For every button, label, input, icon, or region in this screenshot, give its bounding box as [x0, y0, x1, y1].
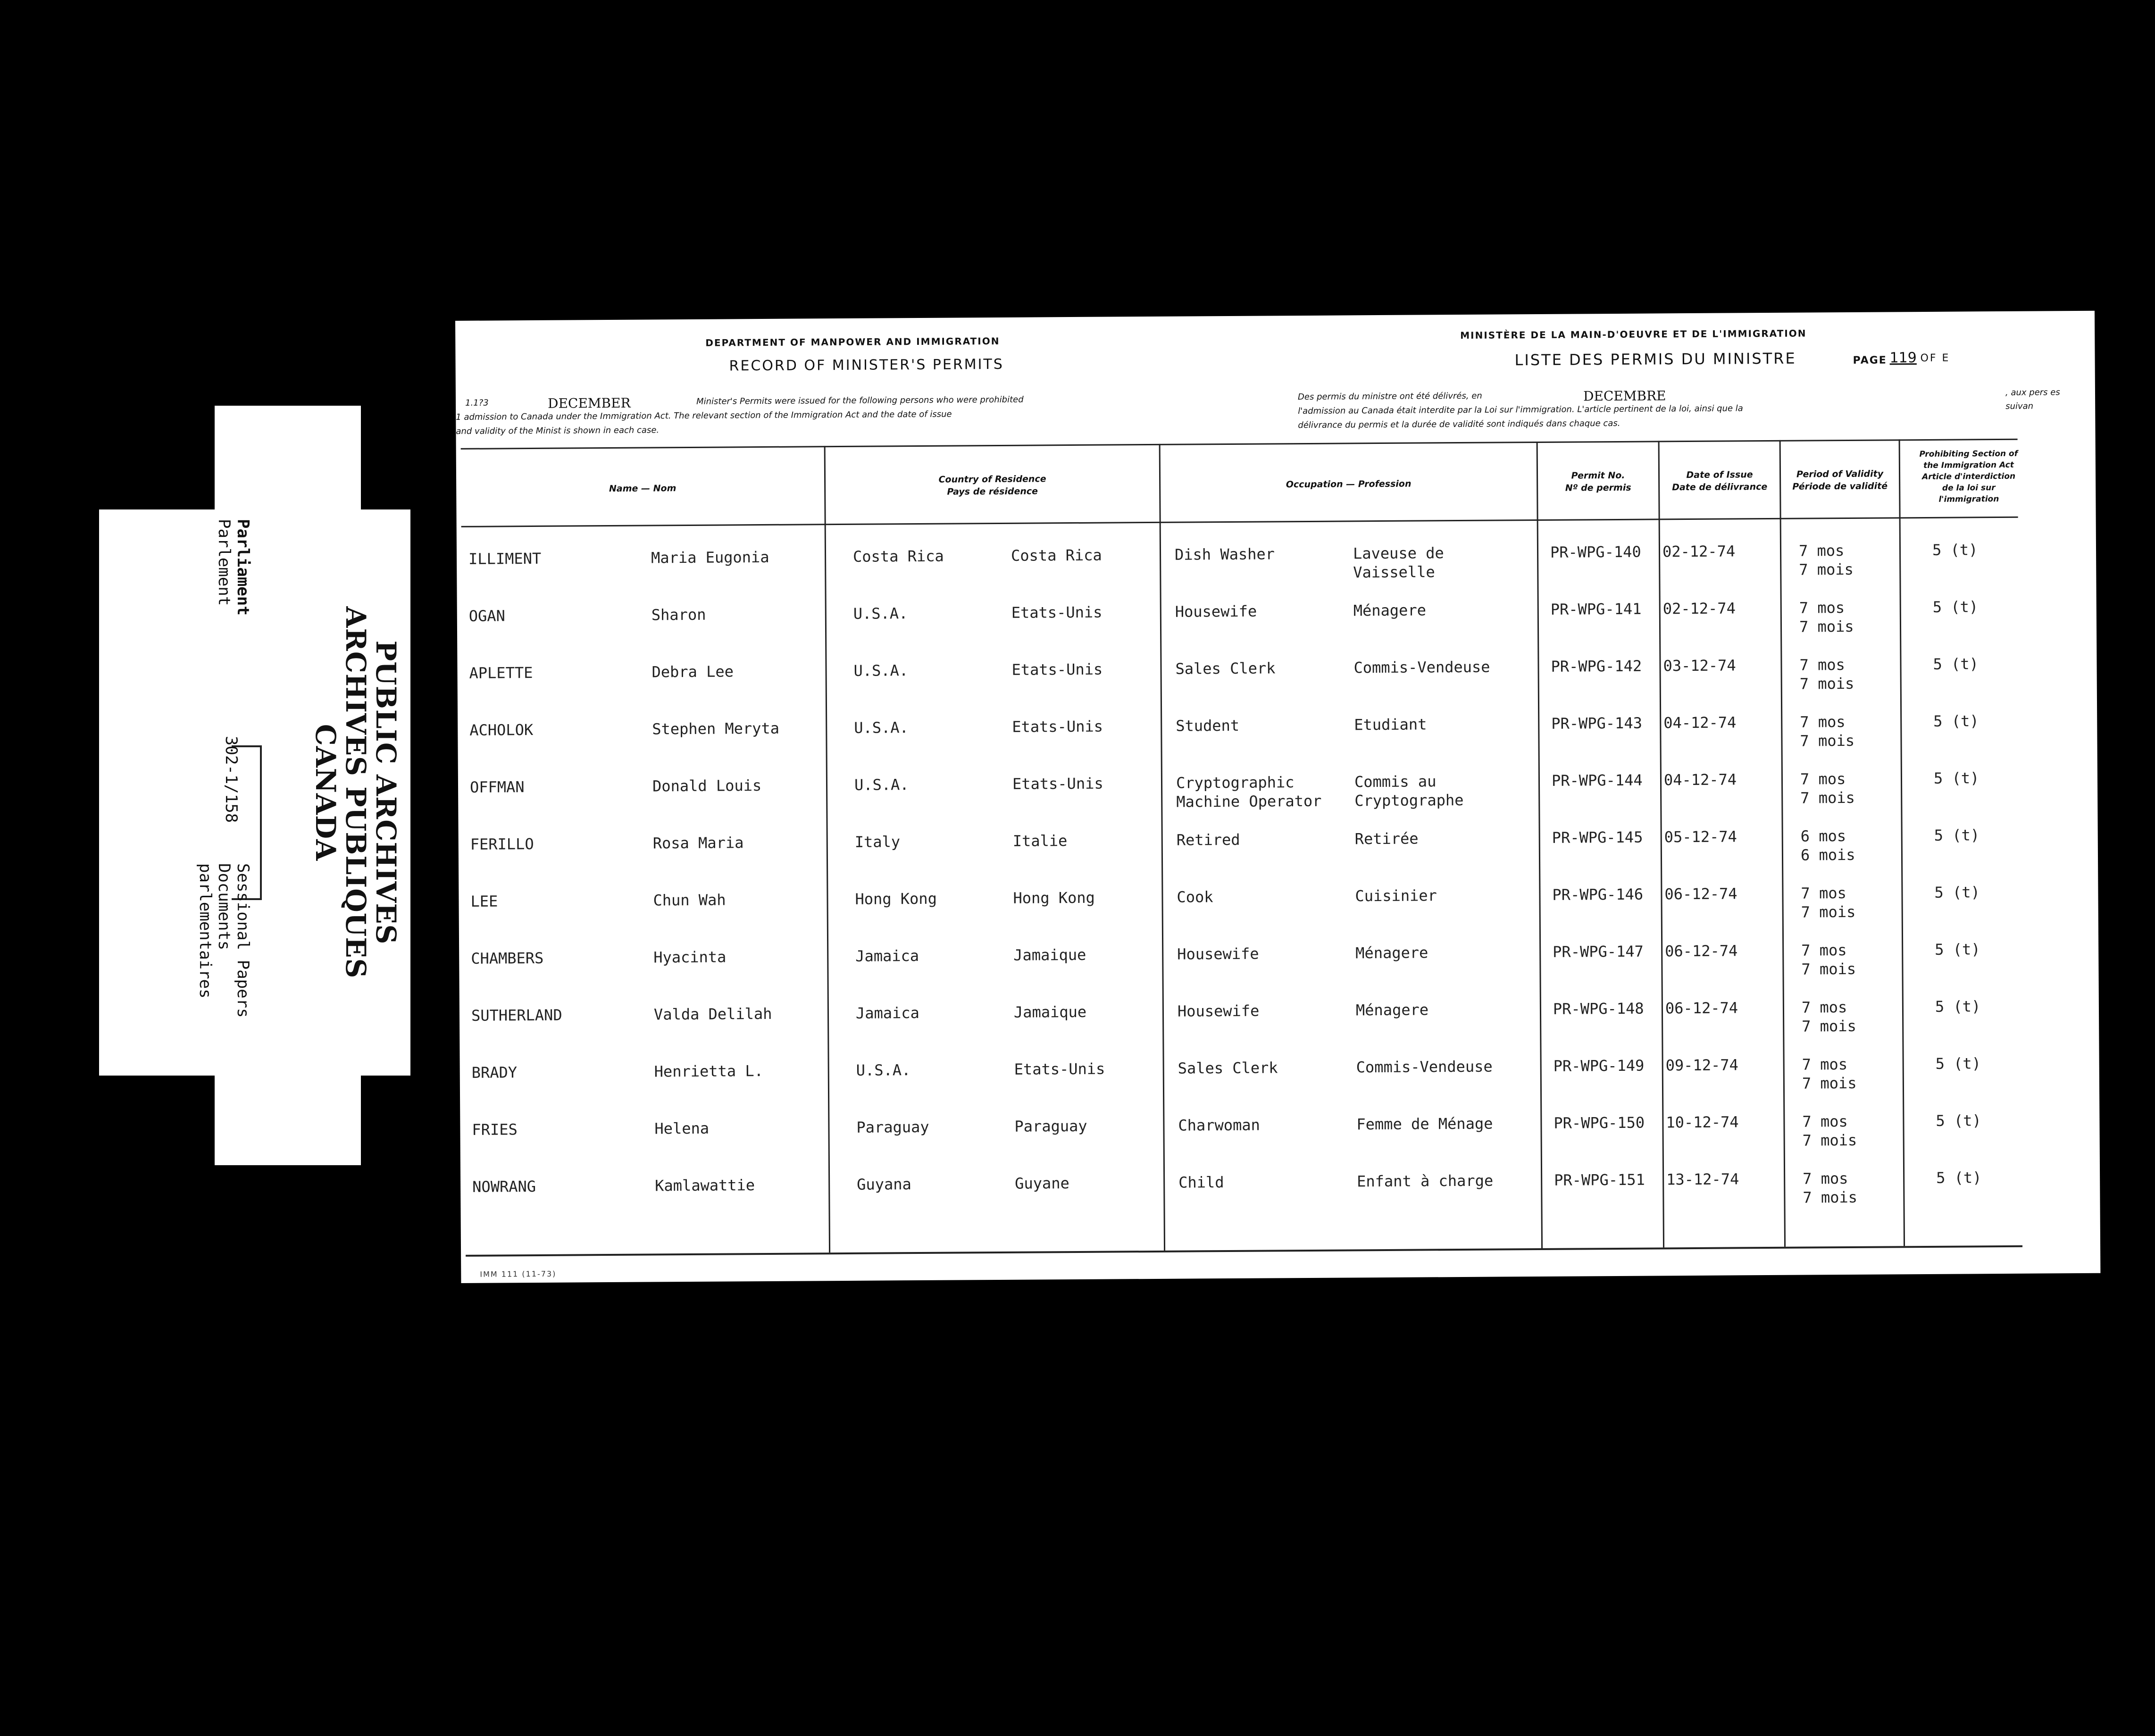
row-occupation-fr: Commis au Cryptographe [1354, 772, 1464, 810]
row-last-name: FERILLO [470, 835, 534, 853]
row-last-name: OGAN [468, 607, 506, 625]
sessional-en: Sessional Papers [234, 863, 252, 1018]
row-permit-number: PR-WPG-151 [1554, 1170, 1645, 1189]
row-country-fr: Etats-Unis [1012, 774, 1103, 793]
sessional-label [196, 863, 252, 1085]
row-validity: 7 mos 7 mois [1798, 542, 1854, 579]
row-first-name: Hyacinta [653, 948, 727, 967]
row-last-name: ILLIMENT [468, 549, 542, 568]
column-header-section-line: Prohibiting Section of [1919, 449, 2018, 459]
row-validity: 7 mos 7 mois [1801, 884, 1856, 921]
row-permit-number: PR-WPG-142 [1551, 657, 1642, 676]
row-permit-number: PR-WPG-146 [1552, 885, 1644, 904]
row-last-name: OFFMAN [469, 778, 525, 796]
column-header-country-en: Country of Residence [938, 474, 1046, 485]
department-en: DEPARTMENT OF MANPOWER AND IMMIGRATION [705, 335, 1000, 349]
row-country-en: U.S.A. [854, 776, 909, 794]
row-section: 5 (t) [1934, 826, 1980, 844]
row-occupation-fr: Retirée [1354, 829, 1419, 848]
row-section: 5 (t) [1936, 1168, 1982, 1187]
row-permit-number: PR-WPG-140 [1550, 542, 1641, 561]
row-validity: 6 mos 6 mois [1800, 827, 1855, 864]
row-occupation-en: Cryptographic Machine Operator [1176, 773, 1322, 811]
row-issue-date: 06-12-74 [1664, 885, 1737, 903]
row-occupation-fr: Femme de Ménage [1356, 1114, 1493, 1134]
row-occupation-fr: Ménagere [1353, 601, 1427, 620]
row-country-fr: Etats-Unis [1012, 717, 1103, 736]
column-header-name: Name — Nom [609, 483, 677, 494]
row-first-name: Chun Wah [653, 891, 726, 910]
column-header-date [1660, 468, 1779, 494]
row-validity: 7 mos 7 mois [1801, 998, 1856, 1035]
row-occupation-fr: Ménagere [1355, 1001, 1429, 1019]
row-country-fr: Hong Kong [1013, 888, 1095, 907]
label-tab-bottom [215, 1071, 361, 1165]
column-header-validity-en: Period of Validity [1796, 468, 1884, 480]
row-occupation-en: Sales Clerk [1178, 1059, 1278, 1077]
table-row [458, 711, 2097, 777]
intro-fr-line: Des permis du ministre ont été délivrés, en [1297, 391, 1482, 402]
row-country-en: Costa Rica [852, 547, 944, 566]
row-issue-date: 04-12-74 [1663, 713, 1737, 732]
row-occupation-fr: Cuisinier [1355, 886, 1437, 905]
intro-fr-line-end: , aux pers es suivan [2005, 387, 2060, 411]
row-permit-number: PR-WPG-141 [1550, 600, 1642, 618]
archive-title [310, 500, 401, 1085]
sessional-fr: Documents parlementaires [196, 863, 234, 999]
archive-title-line: PUBLIC ARCHIVES [370, 640, 402, 945]
row-country-fr: Etats-Unis [1014, 1060, 1105, 1078]
table-row [457, 654, 2097, 720]
row-country-en: U.S.A. [853, 604, 908, 623]
row-country-fr: Costa Rica [1011, 546, 1102, 565]
row-country-fr: Italie [1012, 832, 1068, 850]
row-validity: 7 mos 7 mois [1803, 1169, 1858, 1207]
record-title-fr: LISTE DES PERMIS DU MINISTRE [1514, 349, 1796, 369]
row-occupation-fr: Commis-Vendeuse [1353, 658, 1490, 677]
row-last-name: BRADY [471, 1063, 518, 1082]
row-issue-date: 06-12-74 [1665, 999, 1738, 1018]
table-row [459, 996, 2099, 1063]
column-header-permit [1538, 469, 1658, 494]
row-section: 5 (t) [1935, 997, 1981, 1016]
row-occupation-en: Dish Washer [1174, 545, 1275, 564]
row-issue-date: 02-12-74 [1662, 599, 1736, 618]
row-section: 5 (t) [1933, 655, 1979, 673]
row-section: 5 (t) [1933, 712, 1979, 730]
row-first-name: Maria Eugonia [651, 548, 769, 567]
parliament-fr: Parlement [215, 519, 234, 606]
month-en: DECEMBER [547, 395, 631, 411]
row-section: 5 (t) [1935, 940, 1980, 959]
column-header-validity-fr: Période de validité [1792, 481, 1888, 492]
column-header-country [826, 472, 1159, 499]
row-validity: 7 mos 7 mois [1800, 770, 1855, 807]
header-rule-top [461, 439, 2018, 450]
row-country-en: U.S.A. [853, 661, 909, 680]
row-issue-date: 10-12-74 [1666, 1113, 1739, 1132]
row-occupation-fr: Etudiant [1354, 715, 1427, 734]
row-occupation-en: Cook [1177, 888, 1213, 906]
row-occupation-en: Student [1176, 716, 1240, 735]
column-header-section [1900, 448, 2038, 506]
page-number: 119 [1889, 350, 1917, 367]
column-header-section-line: Article d'interdiction [1922, 471, 2016, 482]
row-first-name: Rosa Maria [652, 834, 744, 852]
row-last-name: FRIES [472, 1120, 518, 1139]
row-permit-number: PR-WPG-145 [1552, 828, 1643, 847]
table-row [457, 540, 2097, 606]
table-row [459, 825, 2098, 892]
column-header-date-en: Date of Issue [1686, 469, 1753, 481]
table-row [459, 882, 2098, 949]
page-label: PAGE [1853, 354, 1887, 367]
row-country-en: Hong Kong [855, 889, 937, 908]
intro-en-line: and validity of the Minist is shown in each case. [456, 425, 660, 436]
column-header-section-line: l'immigration [1938, 494, 1999, 504]
intro-fr-line: délivrance du permis et la durée de validité sont indiqués dans chaque cas. [1298, 418, 1620, 431]
label-tab-top [215, 406, 361, 514]
record-title-en: RECORD OF MINISTER'S PERMITS [729, 356, 1004, 375]
row-permit-number: PR-WPG-143 [1551, 714, 1643, 733]
row-validity: 7 mos 7 mois [1802, 1112, 1857, 1150]
row-first-name: Valda Delilah [653, 1004, 772, 1024]
row-country-fr: Etats-Unis [1011, 603, 1103, 622]
row-first-name: Sharon [651, 605, 706, 624]
row-section: 5 (t) [1933, 769, 1980, 787]
row-first-name: Henrietta L. [654, 1062, 764, 1081]
table-row [460, 1053, 2100, 1120]
row-issue-date: 03-12-74 [1663, 656, 1736, 675]
department-fr: MINISTÈRE DE LA MAIN-D'OEUVRE ET DE L'IMMIGRATION [1460, 327, 1807, 341]
month-fr: DECEMBRE [1583, 388, 1666, 404]
row-country-en: Paraguay [856, 1118, 929, 1136]
row-permit-number: PR-WPG-144 [1551, 771, 1643, 790]
intro-en-prefix: 1.1?3 [465, 398, 489, 408]
row-section: 5 (t) [1936, 1111, 1981, 1130]
row-country-fr: Jamaique [1013, 945, 1086, 964]
row-last-name: ACHOLOK [469, 721, 534, 739]
row-validity: 7 mos 7 mois [1799, 656, 1854, 693]
row-permit-number: PR-WPG-149 [1553, 1056, 1645, 1075]
row-country-en: Jamaica [855, 1004, 919, 1022]
row-issue-date: 05-12-74 [1664, 827, 1737, 846]
row-section: 5 (t) [1935, 1054, 1981, 1073]
row-country-en: U.S.A. [854, 718, 909, 737]
column-header-section-line: the Immigration Act [1923, 460, 2014, 470]
row-country-en: Guyana [857, 1175, 911, 1194]
row-country-fr: Paraguay [1014, 1117, 1087, 1135]
row-country-fr: Guyane [1015, 1174, 1069, 1193]
row-permit-number: PR-WPG-148 [1553, 999, 1644, 1018]
column-header-occupation: Occupation — Profession [1286, 478, 1412, 490]
row-last-name: NOWRANG [472, 1177, 536, 1196]
archive-reference: 302-1/158 [222, 736, 241, 823]
row-occupation-fr: Ménagere [1355, 943, 1428, 962]
column-header-permit-fr: Nº de permis [1565, 482, 1631, 493]
row-last-name: APLETTE [469, 664, 533, 682]
row-section: 5 (t) [1932, 598, 1979, 616]
row-last-name: LEE [470, 892, 498, 910]
page-suffix: OF E [1920, 352, 1950, 365]
row-first-name: Stephen Meryta [652, 719, 780, 738]
row-country-en: Italy [854, 833, 901, 851]
form-code: IMM 111 (11-73) [480, 1269, 557, 1279]
column-header-permit-en: Permit No. [1571, 470, 1625, 481]
table-row [460, 1168, 2100, 1234]
row-last-name: SUTHERLAND [471, 1006, 562, 1025]
row-occupation-en: Housewife [1177, 944, 1259, 963]
row-last-name: CHAMBERS [471, 949, 544, 968]
row-first-name: Helena [654, 1119, 710, 1138]
header-rule-bottom [461, 517, 2018, 527]
row-validity: 7 mos 7 mois [1801, 941, 1856, 978]
row-issue-date: 04-12-74 [1663, 770, 1737, 789]
table-row [458, 768, 2098, 835]
row-first-name: Donald Louis [652, 776, 762, 795]
row-validity: 7 mos 7 mois [1800, 713, 1855, 750]
row-section: 5 (t) [1932, 541, 1978, 559]
row-permit-number: PR-WPG-147 [1553, 942, 1644, 961]
row-occupation-fr: Laveuse de Vaisselle [1353, 544, 1444, 582]
row-occupation-en: Charwoman [1178, 1116, 1260, 1135]
row-occupation-en: Housewife [1177, 1002, 1260, 1020]
intro-fr-line: l'admission au Canada était interdite par la Loi sur l'immigration. L'article pertinent de la loi, ainsi que la [1298, 403, 1743, 417]
archive-label [94, 500, 415, 1085]
row-issue-date: 06-12-74 [1665, 942, 1738, 960]
table-row [460, 1110, 2100, 1177]
row-occupation-fr: Enfant à charge [1357, 1171, 1494, 1191]
row-issue-date: 02-12-74 [1662, 542, 1736, 561]
row-occupation-en: Retired [1176, 830, 1240, 849]
archive-title-line: ARCHIVES PUBLIQUES [340, 606, 372, 979]
row-validity: 7 mos 7 mois [1799, 599, 1854, 636]
row-first-name: Kamlawattie [655, 1176, 755, 1195]
row-country-fr: Etats-Unis [1011, 660, 1103, 679]
row-validity: 7 mos 7 mois [1802, 1055, 1857, 1093]
row-country-en: Jamaica [855, 947, 919, 965]
column-header-country-fr: Pays de résidence [947, 486, 1038, 497]
parliament-en: Parliament [234, 519, 252, 616]
row-first-name: Debra Lee [652, 662, 734, 681]
archive-title-line: CANADA [309, 724, 342, 861]
permit-record-document [455, 311, 2100, 1283]
table-row [459, 939, 2099, 1006]
table-row [457, 597, 2097, 663]
row-occupation-en: Sales Clerk [1175, 659, 1276, 678]
row-issue-date: 13-12-74 [1666, 1170, 1739, 1189]
column-header-validity [1781, 467, 1899, 493]
column-header-date-fr: Date de délivrance [1672, 482, 1768, 493]
row-occupation-en: Child [1178, 1173, 1224, 1192]
row-country-fr: Jamaique [1013, 1002, 1087, 1021]
row-country-en: U.S.A. [856, 1061, 911, 1079]
row-permit-number: PR-WPG-150 [1554, 1113, 1645, 1132]
column-header-section-line: de la loi sur [1942, 483, 1996, 493]
row-section: 5 (t) [1934, 883, 1980, 901]
row-occupation-fr: Commis-Vendeuse [1356, 1057, 1493, 1077]
table-bottom-rule [466, 1245, 2022, 1257]
intro-en-line: Minister's Permits were issued for the following persons who were prohibited [696, 394, 1024, 407]
intro-en-line: 1 admission to Canada under the Immigration Act. The relevant section of the Immigration Act and the date of issue [456, 409, 952, 422]
row-occupation-en: Housewife [1175, 602, 1257, 621]
row-issue-date: 09-12-74 [1665, 1056, 1738, 1075]
parliament-label [215, 519, 252, 616]
